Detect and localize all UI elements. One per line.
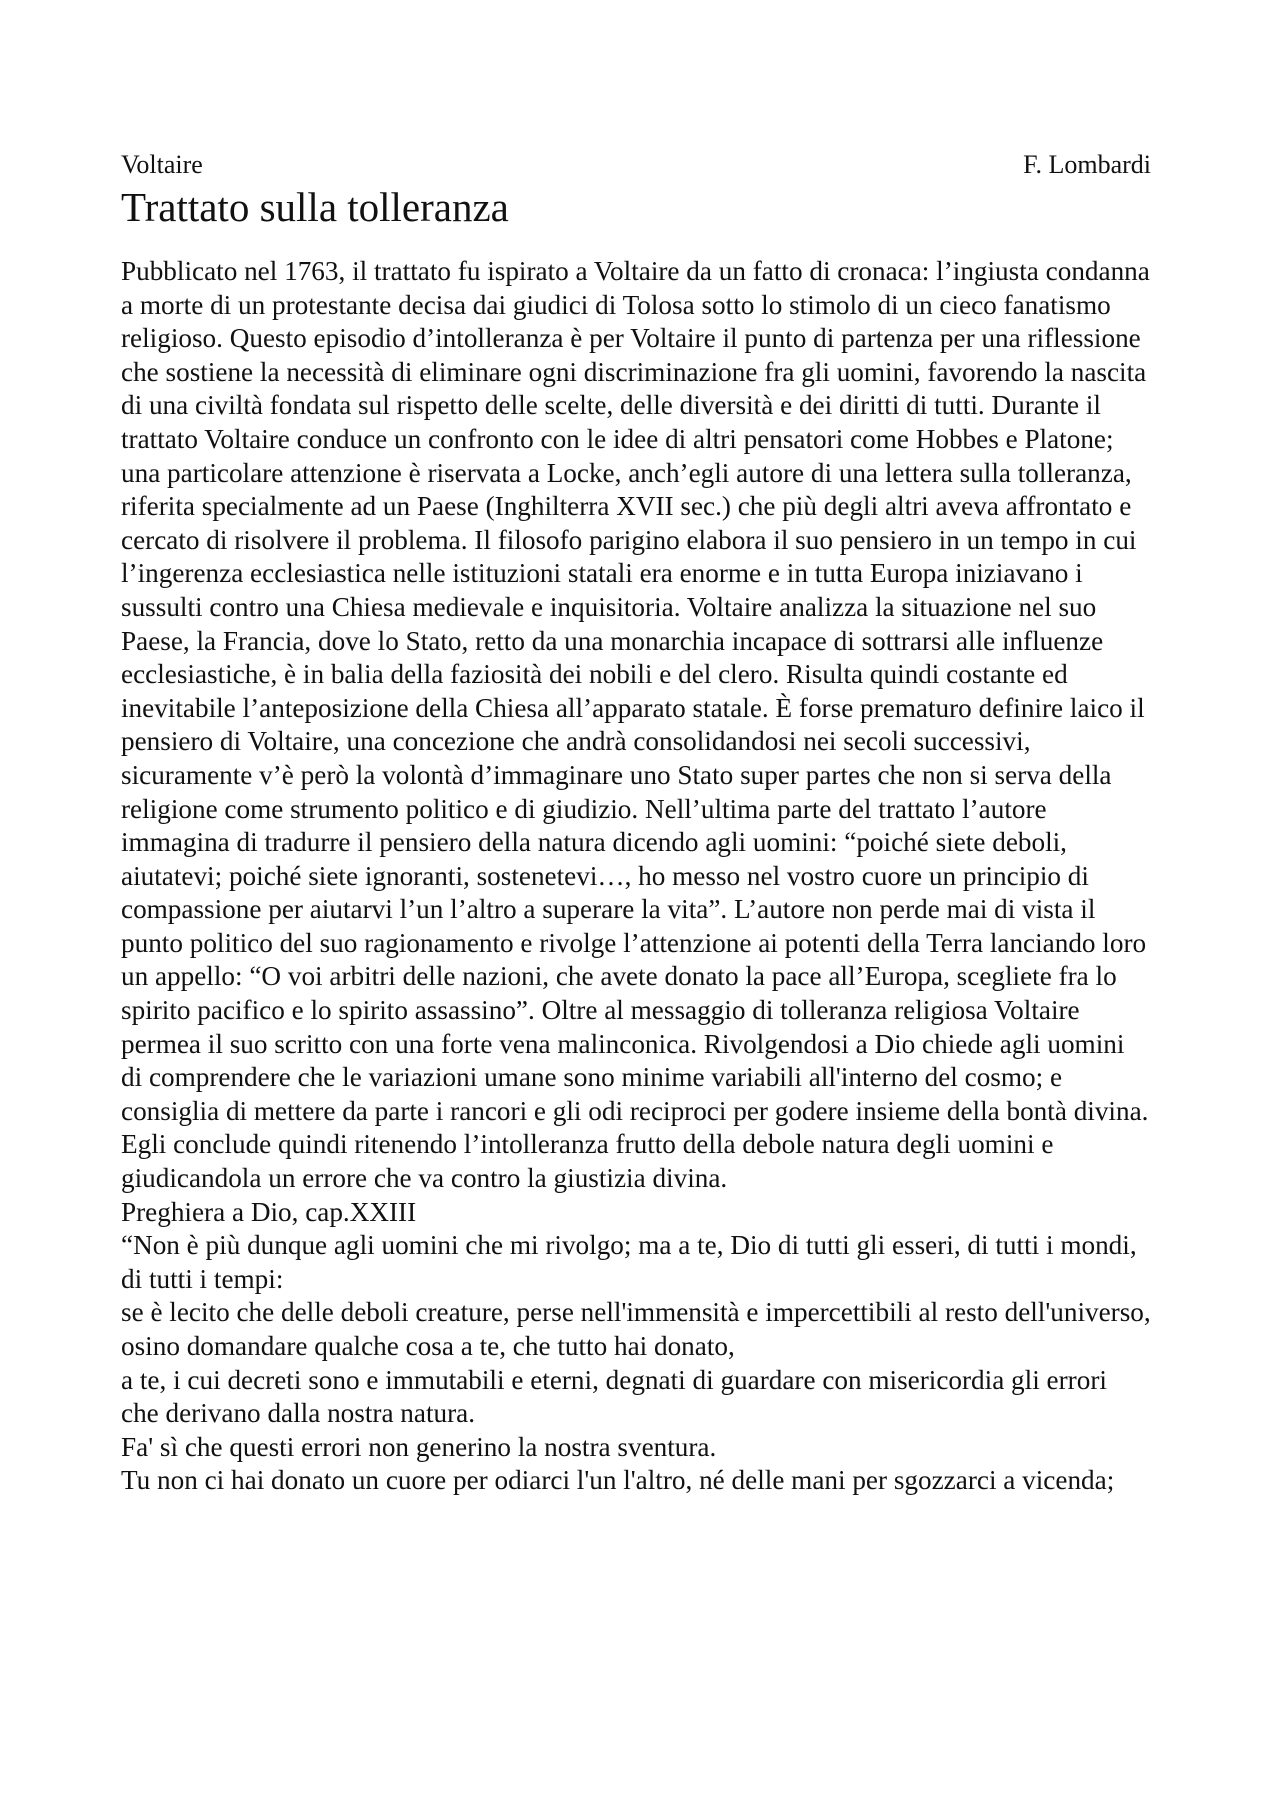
prayer-line: “Non è più dunque agli uomini che mi rivolgo; ma a te, Dio di tutti gli esseri, di tutti i mondi, di tutti i tempi: [121, 1230, 1137, 1294]
page-header [121, 150, 1151, 180]
prayer-section [121, 1196, 1151, 1498]
prayer-line: a te, i cui decreti sono e immutabili e eterni, degnati di guardare con misericordia gli errori che derivano dalla nostra natura. [121, 1364, 1107, 1429]
intro-paragraph: Pubblicato nel 1763, il trattato fu ispirato a Voltaire da un fatto di cronaca: l’ingiusta condanna a morte di un protestante decisa dai giudici di Tolosa sotto lo stimolo di un cieco fanatismo religioso. Questo episodio d’intolleranza è per Voltaire il punto di partenza per una riflessione che sostiene la necessità di eliminare ogni discriminazione fra gli uomini, favorendo la nascita di una civiltà fondata sul rispetto delle scelte, delle diversità e dei diritti di tutti. Durante il trattato Voltaire conduce un confronto con le idee di altri pensatori come Hobbes e Platone; una particolare attenzione è riservata a Locke, anch’egli autore di una lettera sulla tolleranza, riferita specialmente ad un Paese (Inghilterra XVII sec.) che più degli altri aveva affrontato e cercato di risolvere il problema. Il filosofo parigino elabora il suo pensiero in un tempo in cui l’ingerenza ecclesiastica nelle istituzioni statali era enorme e in tutta Europa iniziavano i sussulti contro una Chiesa medievale e inquisitoria. Voltaire analizza la situazione nel suo Paese, la Francia, dove lo Stato, retto da una monarchia incapace di sottrarsi alle influenze ecclesiastiche, è in balia della faziosità dei nobili e del clero. Risulta quindi costante ed inevitabile l’anteposizione della Chiesa all’apparato statale. È forse prematuro definire laico il pensiero di Voltaire, una concezione che andrà consolidandosi nei secoli successivi, sicuramente v’è però la volontà d’immaginare uno Stato super partes che non si serva della religione come strumento politico e di giudizio. Nell’ultima parte del trattato l’autore immagina di tradurre il pensiero della natura dicendo agli uomini: “poiché siete deboli, aiutatevi; poiché siete ignoranti, sostenetevi…, ho messo nel vostro cuore un principio di compassione per aiutarvi l’un l’altro a superare la vita”. L’autore non perde mai di vista il punto politico del suo ragionamento e rivolge l’attenzione ai potenti della Terra lanciando loro un appello: “O voi arbitri delle nazioni, che avete donato la pace all’Europa, scegliete fra lo spirito pacifico e lo spirito assassino”. Oltre al messaggio di tolleranza religiosa Voltaire permea il suo scritto con una forte vena malinconica. Rivolgendosi a Dio chiede agli uomini di comprendere che le variazioni umane sono minime variabili all'interno del cosmo; e consiglia di mettere da parte i rancori e gli odi reciproci per godere insieme della bontà divina. Egli conclude quindi ritenendo l’intolleranza frutto della debole natura degli uomini e giudicandola un errore che va contro la giustizia divina. [121, 256, 1150, 1194]
section-heading: Preghiera a Dio, cap.XXIII [121, 1196, 417, 1227]
prayer-line: Tu non ci hai donato un cuore per odiarci l'un l'altro, né delle mani per sgozzarci a vicenda; [121, 1465, 1115, 1496]
document-page [121, 150, 1151, 1498]
header-student-name: F. Lombardi [1023, 150, 1151, 179]
document-title: Trattato sulla tolleranza [121, 184, 509, 230]
intro-section [121, 255, 1151, 1196]
header-author: Voltaire [121, 150, 203, 179]
prayer-line: se è lecito che delle deboli creature, perse nell'immensità e impercettibili al resto dell'universo, osino domandare qualche cosa a te, che tutto hai donato, [121, 1297, 1151, 1361]
prayer-line: Fa' sì che questi errori non generino la nostra sventura. [121, 1431, 717, 1462]
